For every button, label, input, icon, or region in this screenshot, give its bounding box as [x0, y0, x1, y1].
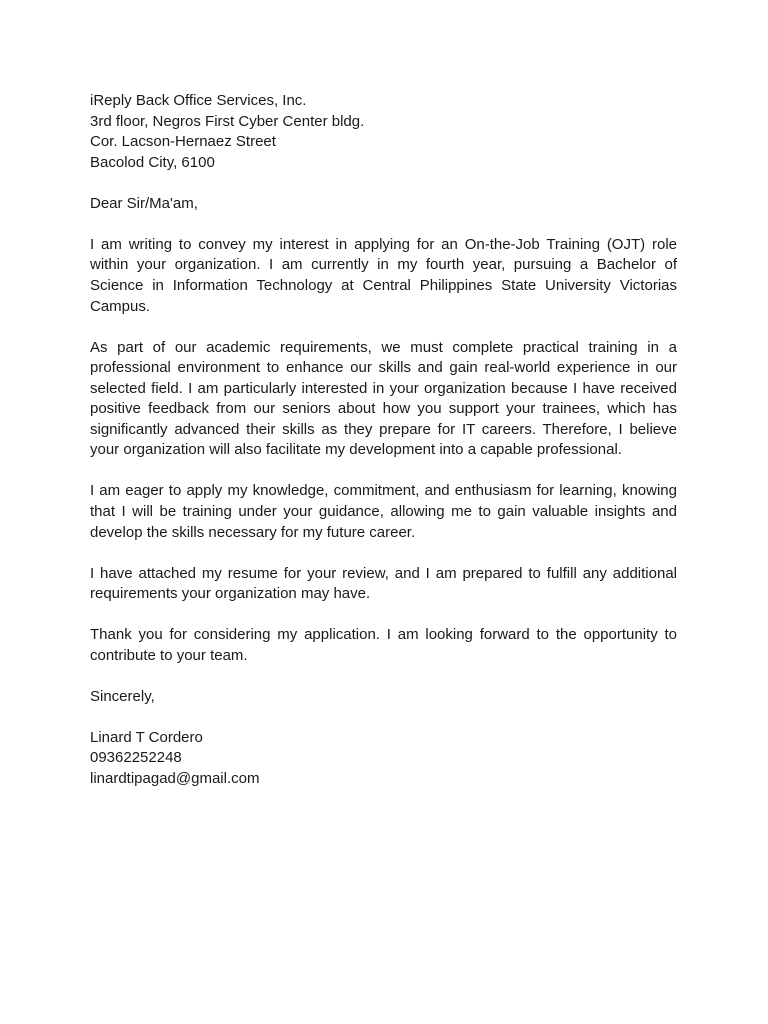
address-street: Cor. Lacson-Hernaez Street [90, 133, 276, 151]
signature-block [90, 728, 677, 790]
paragraph-eagerness: I am eager to apply my knowledge, commitment, and enthusiasm for learning, knowing that I will be training under your guidance, allowing me to gain valuable insights and develop the skills necessary for my future career. [90, 482, 677, 541]
letter-page [90, 91, 677, 790]
signature-phone: 09362252248 [90, 749, 182, 767]
signature-name: Linard T Cordero [90, 728, 203, 746]
paragraph-thanks: Thank you for considering my application. I am looking forward to the opportunity to contribute to your team. [90, 626, 677, 664]
closing: Sincerely, [90, 687, 155, 705]
salutation: Dear Sir/Ma'am, [90, 194, 198, 212]
paragraph-intro: I am writing to convey my interest in applying for an On-the-Job Training (OJT) role within your organization. I am currently in my fourth year, pursuing a Bachelor of Science in Information Technology at Central Philippines State University Victorias Campus. [90, 235, 677, 315]
address-city: Bacolod City, 6100 [90, 153, 215, 171]
company-name: iReply Back Office Services, Inc. [90, 92, 307, 109]
recipient-address [90, 91, 677, 173]
address-floor: 3rd floor, Negros First Cyber Center bldg. [90, 112, 365, 130]
paragraph-attachment: I have attached my resume for your review, and I am prepared to fulfill any additional requirements your organization may have. [90, 564, 677, 603]
signature-email: linardtipagad@gmail.com [90, 769, 260, 787]
paragraph-reason: As part of our academic requirements, we must complete practical training in a professional environment to enhance our skills and gain real-world experience in our selected field. I am particularly interested in your organization because I have received positive feedback from our seniors about how you support your trainees, which has significantly advanced their skills as they prepare for IT careers. Therefore, I believe your organization will also facilitate my development into a capable professional. [90, 338, 677, 459]
